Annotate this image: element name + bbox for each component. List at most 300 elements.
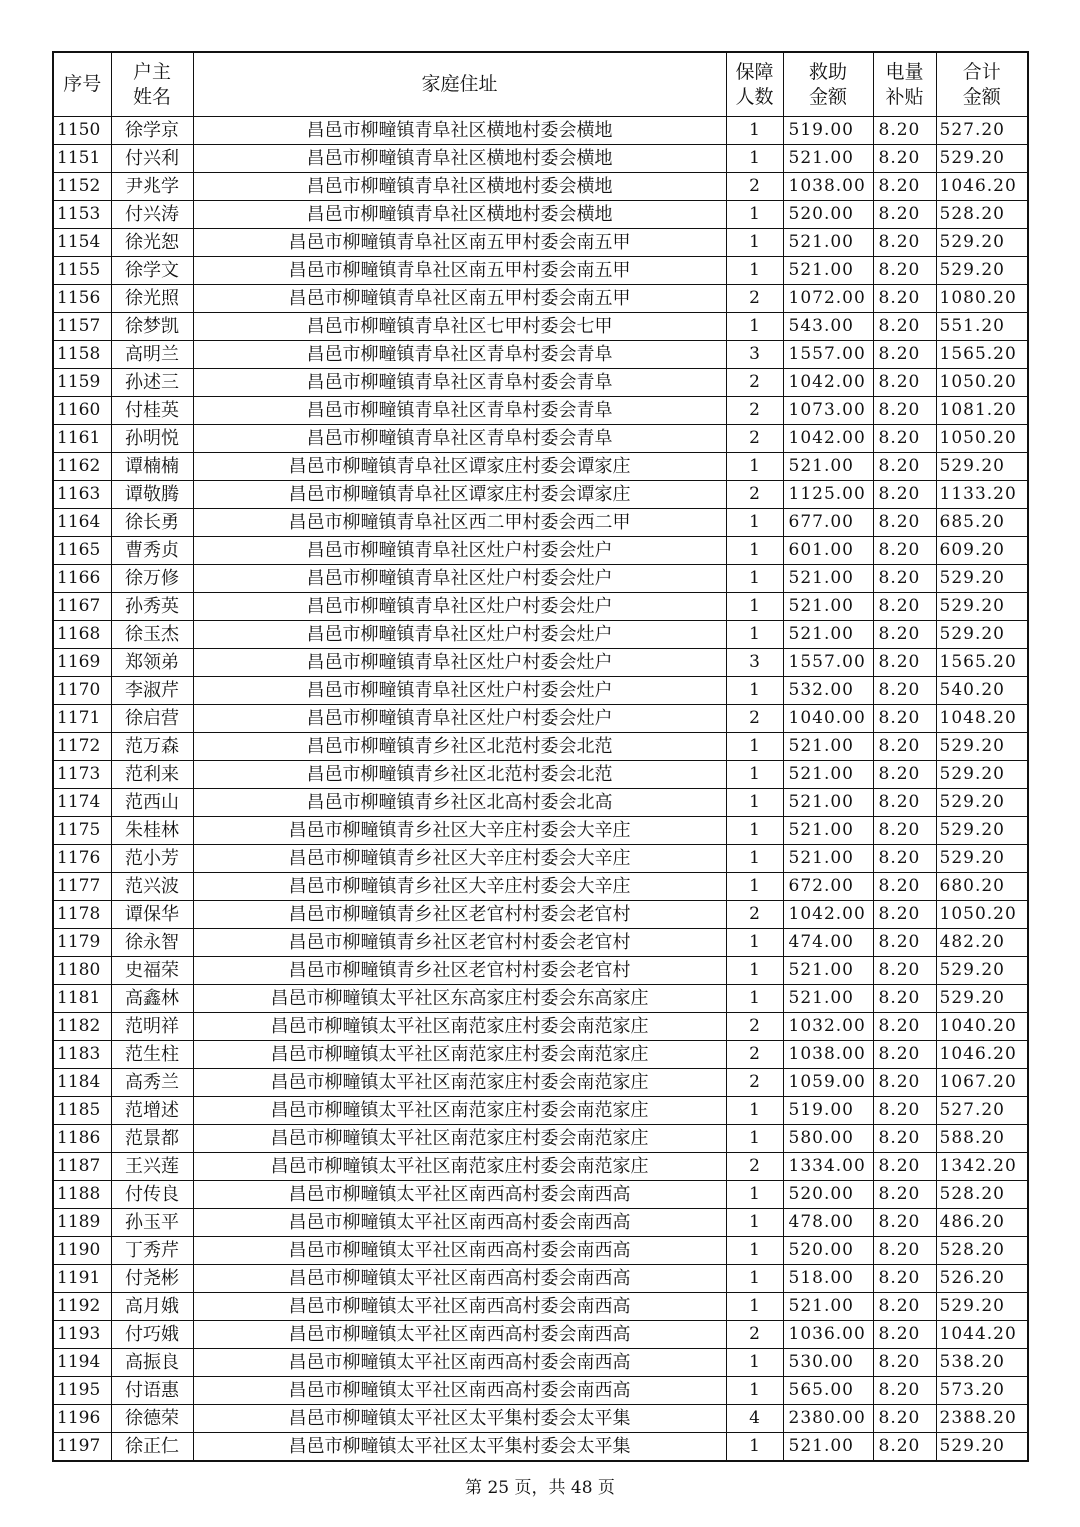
cell-total-amount: 529.20 — [936, 817, 1028, 845]
cell-address: 昌邑市柳疃镇青乡社区北范村委会北范 — [193, 733, 726, 761]
cell-aid-amount: 601.00 — [783, 537, 873, 565]
cell-seq: 1168 — [53, 621, 111, 649]
cell-aid-amount: 521.00 — [783, 957, 873, 985]
cell-aid-amount: 1042.00 — [783, 901, 873, 929]
cell-covered-people: 1 — [726, 733, 783, 761]
table-row — [53, 425, 1028, 453]
cell-total-amount: 685.20 — [936, 509, 1028, 537]
cell-address: 昌邑市柳疃镇太平社区南西高村委会南西高 — [193, 1237, 726, 1265]
cell-aid-amount: 565.00 — [783, 1377, 873, 1405]
cell-householder-name: 付尧彬 — [111, 1265, 193, 1293]
cell-covered-people: 2 — [726, 173, 783, 201]
cell-power-subsidy: 8.20 — [873, 901, 936, 929]
cell-power-subsidy: 8.20 — [873, 985, 936, 1013]
cell-power-subsidy: 8.20 — [873, 1125, 936, 1153]
table-row — [53, 1209, 1028, 1237]
cell-seq: 1153 — [53, 201, 111, 229]
cell-total-amount: 2388.20 — [936, 1405, 1028, 1433]
cell-covered-people: 1 — [726, 229, 783, 257]
cell-address: 昌邑市柳疃镇青阜社区南五甲村委会南五甲 — [193, 229, 726, 257]
cell-seq: 1177 — [53, 873, 111, 901]
cell-covered-people: 2 — [726, 481, 783, 509]
cell-total-amount: 1046.20 — [936, 1041, 1028, 1069]
cell-address: 昌邑市柳疃镇青阜社区西二甲村委会西二甲 — [193, 509, 726, 537]
table-row — [53, 173, 1028, 201]
cell-address: 昌邑市柳疃镇青阜社区横地村委会横地 — [193, 201, 726, 229]
table-row — [53, 145, 1028, 173]
cell-covered-people: 1 — [726, 1265, 783, 1293]
cell-seq: 1169 — [53, 649, 111, 677]
cell-power-subsidy: 8.20 — [873, 173, 936, 201]
cell-power-subsidy: 8.20 — [873, 1069, 936, 1097]
cell-householder-name: 谭楠楠 — [111, 453, 193, 481]
table-row — [53, 1349, 1028, 1377]
cell-householder-name: 徐万修 — [111, 565, 193, 593]
cell-aid-amount: 521.00 — [783, 229, 873, 257]
cell-covered-people: 1 — [726, 1377, 783, 1405]
cell-address: 昌邑市柳疃镇青阜社区灶户村委会灶户 — [193, 537, 726, 565]
header-total-amount — [936, 52, 1028, 117]
cell-seq: 1154 — [53, 229, 111, 257]
cell-aid-amount: 1334.00 — [783, 1153, 873, 1181]
table-row — [53, 1293, 1028, 1321]
cell-power-subsidy: 8.20 — [873, 1293, 936, 1321]
cell-address: 昌邑市柳疃镇太平社区南范家庄村委会南范家庄 — [193, 1041, 726, 1069]
cell-householder-name: 范生柱 — [111, 1041, 193, 1069]
cell-covered-people: 1 — [726, 593, 783, 621]
cell-power-subsidy: 8.20 — [873, 229, 936, 257]
cell-power-subsidy: 8.20 — [873, 313, 936, 341]
header-power-line1: 电量 — [885, 60, 924, 83]
table-row — [53, 985, 1028, 1013]
table-row — [53, 677, 1028, 705]
cell-aid-amount: 521.00 — [783, 985, 873, 1013]
cell-power-subsidy: 8.20 — [873, 481, 936, 509]
cell-address: 昌邑市柳疃镇青阜社区谭家庄村委会谭家庄 — [193, 481, 726, 509]
cell-seq: 1158 — [53, 341, 111, 369]
cell-seq: 1194 — [53, 1349, 111, 1377]
cell-covered-people: 1 — [726, 1349, 783, 1377]
cell-power-subsidy: 8.20 — [873, 705, 936, 733]
table-row — [53, 621, 1028, 649]
cell-householder-name: 范兴波 — [111, 873, 193, 901]
cell-address: 昌邑市柳疃镇青阜社区灶户村委会灶户 — [193, 705, 726, 733]
cell-total-amount: 540.20 — [936, 677, 1028, 705]
cell-covered-people: 2 — [726, 705, 783, 733]
cell-covered-people: 1 — [726, 201, 783, 229]
cell-aid-amount: 521.00 — [783, 565, 873, 593]
cell-aid-amount: 532.00 — [783, 677, 873, 705]
header-total-line2: 金额 — [962, 85, 1001, 108]
cell-householder-name: 谭敬腾 — [111, 481, 193, 509]
cell-total-amount: 573.20 — [936, 1377, 1028, 1405]
cell-householder-name: 付桂英 — [111, 397, 193, 425]
cell-householder-name: 徐学文 — [111, 257, 193, 285]
cell-total-amount: 1050.20 — [936, 369, 1028, 397]
aid-recipients-table — [52, 51, 1029, 1462]
cell-seq: 1164 — [53, 509, 111, 537]
cell-total-amount: 588.20 — [936, 1125, 1028, 1153]
cell-aid-amount: 530.00 — [783, 1349, 873, 1377]
cell-address: 昌邑市柳疃镇太平社区南范家庄村委会南范家庄 — [193, 1153, 726, 1181]
cell-address: 昌邑市柳疃镇青乡社区北高村委会北高 — [193, 789, 726, 817]
cell-total-amount: 529.20 — [936, 453, 1028, 481]
header-seq: 序号 — [53, 52, 111, 117]
header-name-line1: 户主 — [132, 60, 171, 83]
cell-seq: 1187 — [53, 1153, 111, 1181]
cell-address: 昌邑市柳疃镇青乡社区北范村委会北范 — [193, 761, 726, 789]
cell-householder-name: 付传良 — [111, 1181, 193, 1209]
cell-covered-people: 1 — [726, 621, 783, 649]
cell-power-subsidy: 8.20 — [873, 1237, 936, 1265]
cell-address: 昌邑市柳疃镇太平社区南范家庄村委会南范家庄 — [193, 1125, 726, 1153]
cell-covered-people: 2 — [726, 901, 783, 929]
cell-address: 昌邑市柳疃镇青阜社区谭家庄村委会谭家庄 — [193, 453, 726, 481]
cell-householder-name: 丁秀芹 — [111, 1237, 193, 1265]
cell-seq: 1197 — [53, 1433, 111, 1462]
cell-householder-name: 范利来 — [111, 761, 193, 789]
cell-covered-people: 1 — [726, 145, 783, 173]
cell-householder-name: 徐永智 — [111, 929, 193, 957]
cell-total-amount: 529.20 — [936, 145, 1028, 173]
cell-power-subsidy: 8.20 — [873, 817, 936, 845]
cell-seq: 1182 — [53, 1013, 111, 1041]
header-householder-name — [111, 52, 193, 117]
cell-covered-people: 2 — [726, 369, 783, 397]
cell-total-amount: 1133.20 — [936, 481, 1028, 509]
cell-seq: 1167 — [53, 593, 111, 621]
cell-seq: 1172 — [53, 733, 111, 761]
cell-power-subsidy: 8.20 — [873, 649, 936, 677]
cell-power-subsidy: 8.20 — [873, 145, 936, 173]
cell-address: 昌邑市柳疃镇太平社区南西高村委会南西高 — [193, 1181, 726, 1209]
cell-address: 昌邑市柳疃镇青阜社区南五甲村委会南五甲 — [193, 257, 726, 285]
cell-address: 昌邑市柳疃镇太平社区南范家庄村委会南范家庄 — [193, 1013, 726, 1041]
cell-total-amount: 609.20 — [936, 537, 1028, 565]
cell-total-amount: 1081.20 — [936, 397, 1028, 425]
cell-total-amount: 1342.20 — [936, 1153, 1028, 1181]
table-row — [53, 957, 1028, 985]
cell-covered-people: 2 — [726, 1041, 783, 1069]
cell-aid-amount: 521.00 — [783, 1433, 873, 1462]
cell-address: 昌邑市柳疃镇青阜社区青阜村委会青阜 — [193, 397, 726, 425]
cell-covered-people: 1 — [726, 1125, 783, 1153]
cell-address: 昌邑市柳疃镇青阜社区横地村委会横地 — [193, 145, 726, 173]
table-row — [53, 285, 1028, 313]
table-row — [53, 789, 1028, 817]
table-row — [53, 537, 1028, 565]
cell-aid-amount: 1036.00 — [783, 1321, 873, 1349]
cell-covered-people: 3 — [726, 341, 783, 369]
cell-address: 昌邑市柳疃镇青乡社区老官村村委会老官村 — [193, 901, 726, 929]
header-aid-amount — [783, 52, 873, 117]
cell-covered-people: 2 — [726, 1069, 783, 1097]
cell-seq: 1173 — [53, 761, 111, 789]
cell-seq: 1195 — [53, 1377, 111, 1405]
cell-aid-amount: 2380.00 — [783, 1405, 873, 1433]
cell-householder-name: 付巧娥 — [111, 1321, 193, 1349]
header-aid-line2: 金额 — [808, 85, 847, 108]
header-aid-line1: 救助 — [808, 60, 847, 83]
cell-total-amount: 529.20 — [936, 1293, 1028, 1321]
cell-seq: 1150 — [53, 117, 111, 145]
cell-aid-amount: 521.00 — [783, 761, 873, 789]
table-row — [53, 1013, 1028, 1041]
table-row — [53, 201, 1028, 229]
table-row — [53, 1097, 1028, 1125]
cell-address: 昌邑市柳疃镇太平社区南西高村委会南西高 — [193, 1321, 726, 1349]
cell-address: 昌邑市柳疃镇太平社区南西高村委会南西高 — [193, 1377, 726, 1405]
cell-total-amount: 528.20 — [936, 1181, 1028, 1209]
cell-aid-amount: 521.00 — [783, 1293, 873, 1321]
cell-seq: 1184 — [53, 1069, 111, 1097]
cell-power-subsidy: 8.20 — [873, 1209, 936, 1237]
table-row — [53, 1069, 1028, 1097]
cell-aid-amount: 543.00 — [783, 313, 873, 341]
cell-householder-name: 高明兰 — [111, 341, 193, 369]
cell-seq: 1163 — [53, 481, 111, 509]
cell-householder-name: 徐德荣 — [111, 1405, 193, 1433]
cell-covered-people: 2 — [726, 285, 783, 313]
cell-householder-name: 徐梦凯 — [111, 313, 193, 341]
cell-power-subsidy: 8.20 — [873, 117, 936, 145]
cell-seq: 1183 — [53, 1041, 111, 1069]
table-row — [53, 733, 1028, 761]
cell-total-amount: 482.20 — [936, 929, 1028, 957]
cell-householder-name: 高秀兰 — [111, 1069, 193, 1097]
cell-address: 昌邑市柳疃镇青阜社区七甲村委会七甲 — [193, 313, 726, 341]
cell-householder-name: 王兴莲 — [111, 1153, 193, 1181]
table-body — [53, 117, 1028, 1462]
cell-aid-amount: 1042.00 — [783, 369, 873, 397]
cell-power-subsidy: 8.20 — [873, 257, 936, 285]
table-row — [53, 761, 1028, 789]
cell-covered-people: 2 — [726, 1013, 783, 1041]
cell-aid-amount: 521.00 — [783, 453, 873, 481]
cell-power-subsidy: 8.20 — [873, 509, 936, 537]
cell-householder-name: 史福荣 — [111, 957, 193, 985]
cell-householder-name: 孙玉平 — [111, 1209, 193, 1237]
cell-householder-name: 付兴涛 — [111, 201, 193, 229]
cell-covered-people: 2 — [726, 1321, 783, 1349]
cell-seq: 1170 — [53, 677, 111, 705]
cell-covered-people: 1 — [726, 509, 783, 537]
cell-total-amount: 529.20 — [936, 1433, 1028, 1462]
cell-householder-name: 徐光恕 — [111, 229, 193, 257]
cell-total-amount: 538.20 — [936, 1349, 1028, 1377]
cell-total-amount: 528.20 — [936, 201, 1028, 229]
table-row — [53, 1377, 1028, 1405]
cell-covered-people: 1 — [726, 537, 783, 565]
table-row — [53, 929, 1028, 957]
cell-covered-people: 2 — [726, 1153, 783, 1181]
cell-aid-amount: 521.00 — [783, 257, 873, 285]
cell-total-amount: 1565.20 — [936, 341, 1028, 369]
table-row — [53, 593, 1028, 621]
cell-seq: 1190 — [53, 1237, 111, 1265]
cell-power-subsidy: 8.20 — [873, 677, 936, 705]
cell-power-subsidy: 8.20 — [873, 1013, 936, 1041]
cell-covered-people: 1 — [726, 929, 783, 957]
aid-table-sheet — [52, 51, 1027, 1462]
table-row — [53, 117, 1028, 145]
cell-seq: 1179 — [53, 929, 111, 957]
cell-address: 昌邑市柳疃镇青阜社区灶户村委会灶户 — [193, 621, 726, 649]
cell-seq: 1171 — [53, 705, 111, 733]
cell-seq: 1152 — [53, 173, 111, 201]
cell-householder-name: 付兴利 — [111, 145, 193, 173]
table-row — [53, 873, 1028, 901]
cell-householder-name: 高月娥 — [111, 1293, 193, 1321]
cell-covered-people: 3 — [726, 649, 783, 677]
cell-covered-people: 1 — [726, 761, 783, 789]
cell-power-subsidy: 8.20 — [873, 1153, 936, 1181]
table-row — [53, 481, 1028, 509]
cell-householder-name: 付语惠 — [111, 1377, 193, 1405]
cell-householder-name: 范西山 — [111, 789, 193, 817]
header-people-line2: 人数 — [735, 85, 774, 108]
cell-covered-people: 1 — [726, 1097, 783, 1125]
table-row — [53, 1237, 1028, 1265]
cell-seq: 1160 — [53, 397, 111, 425]
cell-aid-amount: 1040.00 — [783, 705, 873, 733]
cell-power-subsidy: 8.20 — [873, 565, 936, 593]
cell-seq: 1185 — [53, 1097, 111, 1125]
table-row — [53, 845, 1028, 873]
cell-total-amount: 527.20 — [936, 117, 1028, 145]
cell-householder-name: 尹兆学 — [111, 173, 193, 201]
cell-covered-people: 1 — [726, 957, 783, 985]
cell-total-amount: 529.20 — [936, 761, 1028, 789]
cell-address: 昌邑市柳疃镇青阜社区青阜村委会青阜 — [193, 341, 726, 369]
cell-power-subsidy: 8.20 — [873, 733, 936, 761]
cell-total-amount: 1565.20 — [936, 649, 1028, 677]
cell-address: 昌邑市柳疃镇太平社区东高家庄村委会东高家庄 — [193, 985, 726, 1013]
cell-address: 昌邑市柳疃镇太平社区南范家庄村委会南范家庄 — [193, 1097, 726, 1125]
cell-power-subsidy: 8.20 — [873, 201, 936, 229]
cell-covered-people: 1 — [726, 1209, 783, 1237]
cell-power-subsidy: 8.20 — [873, 1321, 936, 1349]
cell-address: 昌邑市柳疃镇青阜社区灶户村委会灶户 — [193, 593, 726, 621]
cell-aid-amount: 521.00 — [783, 733, 873, 761]
cell-power-subsidy: 8.20 — [873, 1265, 936, 1293]
cell-address: 昌邑市柳疃镇太平社区南西高村委会南西高 — [193, 1265, 726, 1293]
cell-covered-people: 1 — [726, 789, 783, 817]
cell-householder-name: 范万森 — [111, 733, 193, 761]
cell-aid-amount: 520.00 — [783, 1237, 873, 1265]
cell-aid-amount: 519.00 — [783, 117, 873, 145]
cell-power-subsidy: 8.20 — [873, 761, 936, 789]
cell-covered-people: 1 — [726, 985, 783, 1013]
cell-total-amount: 529.20 — [936, 257, 1028, 285]
cell-total-amount: 529.20 — [936, 621, 1028, 649]
cell-address: 昌邑市柳疃镇青阜社区横地村委会横地 — [193, 173, 726, 201]
cell-address: 昌邑市柳疃镇太平社区南范家庄村委会南范家庄 — [193, 1069, 726, 1097]
cell-householder-name: 曹秀贞 — [111, 537, 193, 565]
cell-aid-amount: 521.00 — [783, 593, 873, 621]
table-row — [53, 1265, 1028, 1293]
table-row — [53, 257, 1028, 285]
cell-householder-name: 徐玉杰 — [111, 621, 193, 649]
cell-power-subsidy: 8.20 — [873, 1433, 936, 1462]
cell-address: 昌邑市柳疃镇太平社区南西高村委会南西高 — [193, 1349, 726, 1377]
cell-seq: 1191 — [53, 1265, 111, 1293]
cell-seq: 1196 — [53, 1405, 111, 1433]
cell-seq: 1157 — [53, 313, 111, 341]
cell-address: 昌邑市柳疃镇青乡社区大辛庄村委会大辛庄 — [193, 845, 726, 873]
cell-address: 昌邑市柳疃镇青阜社区南五甲村委会南五甲 — [193, 285, 726, 313]
cell-address: 昌邑市柳疃镇青乡社区老官村村委会老官村 — [193, 957, 726, 985]
cell-householder-name: 徐长勇 — [111, 509, 193, 537]
cell-seq: 1189 — [53, 1209, 111, 1237]
cell-aid-amount: 677.00 — [783, 509, 873, 537]
cell-aid-amount: 521.00 — [783, 789, 873, 817]
cell-householder-name: 孙述三 — [111, 369, 193, 397]
header-power-subsidy — [873, 52, 936, 117]
cell-aid-amount: 521.00 — [783, 145, 873, 173]
table-row — [53, 649, 1028, 677]
header-name-line2: 姓名 — [132, 85, 171, 108]
cell-total-amount: 1067.20 — [936, 1069, 1028, 1097]
cell-seq: 1174 — [53, 789, 111, 817]
cell-aid-amount: 478.00 — [783, 1209, 873, 1237]
table-row — [53, 229, 1028, 257]
cell-seq: 1165 — [53, 537, 111, 565]
cell-address: 昌邑市柳疃镇太平社区太平集村委会太平集 — [193, 1433, 726, 1462]
table-row — [53, 1321, 1028, 1349]
cell-total-amount: 529.20 — [936, 565, 1028, 593]
table-row — [53, 901, 1028, 929]
cell-covered-people: 1 — [726, 117, 783, 145]
cell-covered-people: 1 — [726, 1237, 783, 1265]
table-header — [53, 52, 1028, 117]
cell-covered-people: 1 — [726, 565, 783, 593]
cell-aid-amount: 521.00 — [783, 845, 873, 873]
cell-householder-name: 范小芳 — [111, 845, 193, 873]
cell-power-subsidy: 8.20 — [873, 1405, 936, 1433]
cell-householder-name: 徐正仁 — [111, 1433, 193, 1462]
cell-covered-people: 1 — [726, 817, 783, 845]
cell-total-amount: 529.20 — [936, 845, 1028, 873]
cell-householder-name: 徐光照 — [111, 285, 193, 313]
cell-total-amount: 529.20 — [936, 229, 1028, 257]
cell-total-amount: 1050.20 — [936, 425, 1028, 453]
cell-aid-amount: 1125.00 — [783, 481, 873, 509]
cell-covered-people: 1 — [726, 873, 783, 901]
page-footer: 第 25 页，共 48 页 — [465, 1478, 615, 1498]
cell-householder-name: 李淑芹 — [111, 677, 193, 705]
table-row — [53, 453, 1028, 481]
cell-power-subsidy: 8.20 — [873, 397, 936, 425]
table-row — [53, 565, 1028, 593]
cell-householder-name: 范明祥 — [111, 1013, 193, 1041]
table-row — [53, 1433, 1028, 1462]
cell-aid-amount: 1038.00 — [783, 173, 873, 201]
table-row — [53, 341, 1028, 369]
cell-address: 昌邑市柳疃镇青阜社区灶户村委会灶户 — [193, 565, 726, 593]
cell-aid-amount: 1032.00 — [783, 1013, 873, 1041]
cell-power-subsidy: 8.20 — [873, 789, 936, 817]
cell-aid-amount: 1073.00 — [783, 397, 873, 425]
header-power-line2: 补贴 — [885, 85, 924, 108]
cell-aid-amount: 1557.00 — [783, 341, 873, 369]
cell-householder-name: 孙秀英 — [111, 593, 193, 621]
cell-power-subsidy: 8.20 — [873, 1041, 936, 1069]
cell-householder-name: 高鑫林 — [111, 985, 193, 1013]
cell-aid-amount: 519.00 — [783, 1097, 873, 1125]
cell-aid-amount: 521.00 — [783, 621, 873, 649]
cell-seq: 1188 — [53, 1181, 111, 1209]
